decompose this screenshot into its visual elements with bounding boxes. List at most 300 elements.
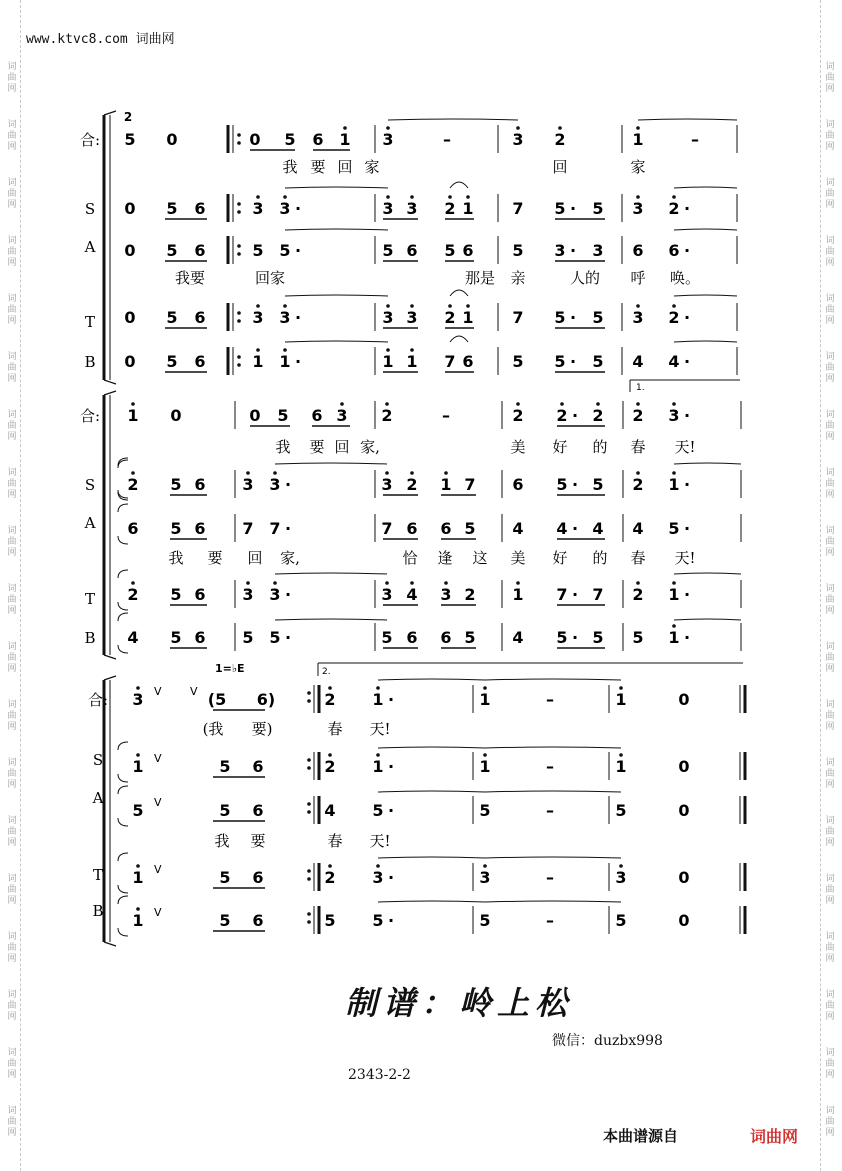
note: 3 <box>269 585 281 604</box>
repeat-dot <box>237 355 241 359</box>
note: 1 <box>512 585 524 604</box>
repeat-dot <box>307 912 311 916</box>
octave-dot <box>283 304 287 308</box>
watermark-glyphs: 词 曲 网 <box>7 990 17 1022</box>
note: 6 <box>252 757 264 776</box>
note: 3 <box>132 690 144 709</box>
note: 3 <box>382 308 394 327</box>
pickup-number: 2 <box>123 110 133 124</box>
tie <box>674 295 737 296</box>
note: 2 <box>324 757 336 776</box>
note: 2 <box>127 585 139 604</box>
augmentation-dot: · <box>284 475 292 494</box>
tie <box>275 619 387 620</box>
augmentation-dot: · <box>387 690 395 709</box>
note: 2 <box>556 406 568 425</box>
note: 5 <box>219 868 231 887</box>
tie <box>285 295 388 296</box>
watermark-glyphs: 词 曲 网 <box>825 700 835 732</box>
note: – <box>546 868 554 887</box>
lyric: 美 <box>510 438 526 456</box>
note: 5 <box>219 801 231 820</box>
note: 2 <box>324 868 336 887</box>
lyric: 逢 <box>437 549 453 567</box>
note: 0 <box>166 130 178 149</box>
note: 6 <box>194 628 206 647</box>
note: 5 <box>252 241 264 260</box>
system-bracket <box>104 942 116 946</box>
octave-dot <box>385 581 389 585</box>
note: 5 <box>382 241 394 260</box>
repeat-dot <box>237 141 241 145</box>
note: 1 <box>132 757 144 776</box>
lyric: 家 <box>364 158 380 176</box>
note: 5 <box>556 628 568 647</box>
repeat-dot <box>307 869 311 873</box>
voice-label-s: S <box>92 751 104 769</box>
tie <box>378 747 485 748</box>
voice-label-all: 合: <box>79 131 101 149</box>
note: 6 <box>406 519 418 538</box>
note: 6 <box>462 241 474 260</box>
augmentation-dot: · <box>683 519 691 538</box>
tie <box>674 229 737 230</box>
tie <box>378 901 485 902</box>
tie <box>285 187 388 188</box>
repeat-dot <box>307 766 311 770</box>
note: 5 <box>592 475 604 494</box>
note: 3 <box>382 199 394 218</box>
tie <box>378 857 485 858</box>
note: 6 <box>252 801 264 820</box>
augmentation-dot: · <box>571 406 579 425</box>
note: 3 <box>479 868 491 887</box>
lyric: 亲 <box>510 269 526 287</box>
lyric: (我 <box>202 720 224 738</box>
note: 6 <box>512 475 524 494</box>
voice-brace <box>118 896 128 936</box>
watermark-glyphs: 词 曲 网 <box>825 816 835 848</box>
note: 3 <box>554 241 566 260</box>
note: 5 <box>170 519 182 538</box>
octave-dot <box>386 304 390 308</box>
octave-dot <box>283 348 287 352</box>
augmentation-dot: · <box>569 352 577 371</box>
source-brand[interactable]: 词曲网 <box>750 1127 799 1146</box>
note: 4 <box>556 519 568 538</box>
note: 5 <box>166 352 178 371</box>
octave-dot <box>483 864 487 868</box>
note: 1 <box>132 868 144 887</box>
lyric: 唤。 <box>669 269 701 287</box>
note: 1 <box>252 352 264 371</box>
voice-brace <box>118 742 128 782</box>
octave-dot <box>410 348 414 352</box>
repeat-dot <box>237 210 241 214</box>
breath-mark: V <box>154 796 162 809</box>
note: 3 <box>381 475 393 494</box>
key-change: 1=♭E <box>215 662 245 675</box>
note: 2 <box>444 308 456 327</box>
note: 3 <box>406 308 418 327</box>
note: 5 <box>324 911 336 930</box>
lyric: 家 <box>630 158 646 176</box>
note: 1 <box>632 130 644 149</box>
augmentation-dot: · <box>284 585 292 604</box>
lyric: 要 <box>207 549 223 567</box>
note: 3 <box>252 308 264 327</box>
note: 2 <box>668 308 680 327</box>
repeat-dot <box>237 363 241 367</box>
watermark-glyphs: 词 曲 网 <box>825 932 835 964</box>
octave-dot <box>273 581 277 585</box>
tie <box>485 791 621 792</box>
note: 6 <box>440 519 452 538</box>
note: 3 <box>372 868 384 887</box>
note: 6 <box>194 585 206 604</box>
note: 5 <box>632 628 644 647</box>
note: – <box>546 690 554 709</box>
octave-dot <box>328 686 332 690</box>
note: 0 <box>124 199 136 218</box>
octave-dot <box>283 195 287 199</box>
note: 6 <box>194 199 206 218</box>
augmentation-dot: · <box>683 308 691 327</box>
note: 6 <box>194 352 206 371</box>
augmentation-dot: · <box>571 628 579 647</box>
note: 1 <box>382 352 394 371</box>
note: 1 <box>668 585 680 604</box>
note: 4 <box>632 519 644 538</box>
lyric: 回 <box>552 158 568 176</box>
note: 6 <box>440 628 452 647</box>
octave-dot <box>444 471 448 475</box>
note: 3 <box>381 585 393 604</box>
lyric: 家, <box>360 438 380 456</box>
repeat-dot <box>307 920 311 924</box>
site-header: www.ktvc8.com 词曲网 <box>26 32 175 47</box>
octave-dot <box>256 195 260 199</box>
note: 3 <box>615 868 627 887</box>
note: 2 <box>632 475 644 494</box>
note: 3 <box>406 199 418 218</box>
note: 3 <box>279 199 291 218</box>
note: 7 <box>269 519 281 538</box>
note: 6 <box>252 868 264 887</box>
note: 7 <box>444 352 456 371</box>
lyric: 天! <box>369 832 391 850</box>
note: 2 <box>632 406 644 425</box>
lyric: 天! <box>674 438 696 456</box>
tie <box>638 119 737 120</box>
watermark-glyphs: 词 曲 网 <box>825 584 835 616</box>
note: 2 <box>668 199 680 218</box>
voice-label-a: A <box>84 238 96 256</box>
note: 3 <box>632 199 644 218</box>
note: – <box>691 130 699 149</box>
voice-brace <box>118 786 128 826</box>
lyric: 我 <box>282 158 298 176</box>
note: 4 <box>406 585 418 604</box>
watermark-glyphs: 词 曲 网 <box>7 62 17 94</box>
arranger-credit: 制谱：岭上松 <box>345 984 574 1022</box>
system-bracket <box>104 380 116 384</box>
watermark-glyphs: 词 曲 网 <box>825 62 835 94</box>
note: 6 <box>406 241 418 260</box>
note: 1 <box>132 911 144 930</box>
octave-dot <box>516 402 520 406</box>
octave-dot <box>636 581 640 585</box>
octave-dot <box>340 402 344 406</box>
note: 6 <box>194 475 206 494</box>
note: 1 <box>462 308 474 327</box>
octave-dot <box>483 753 487 757</box>
octave-dot <box>672 402 676 406</box>
note: 5 <box>170 475 182 494</box>
lyric: 要 <box>250 832 266 850</box>
lyric: 家, <box>280 549 300 567</box>
octave-dot <box>343 126 347 130</box>
octave-dot <box>386 195 390 199</box>
octave-dot <box>558 126 562 130</box>
note: 3 <box>269 475 281 494</box>
note: 5 <box>124 130 136 149</box>
octave-dot <box>636 402 640 406</box>
note: – <box>546 911 554 930</box>
note: 5 <box>592 199 604 218</box>
note: – <box>546 801 554 820</box>
note: 2 <box>632 585 644 604</box>
lyric: 我 <box>168 549 184 567</box>
lyric: 天! <box>674 549 696 567</box>
lyric: 我 <box>275 438 291 456</box>
watermark-glyphs: 词 曲 网 <box>7 932 17 964</box>
repeat-dot <box>307 877 311 881</box>
note: 2 <box>512 406 524 425</box>
augmentation-dot: · <box>683 628 691 647</box>
octave-dot <box>448 304 452 308</box>
note: 3 <box>668 406 680 425</box>
lyric: 美 <box>510 549 526 567</box>
tie <box>450 290 468 296</box>
repeat-dot <box>237 319 241 323</box>
octave-dot <box>386 126 390 130</box>
tie <box>275 463 387 464</box>
repeat-dot <box>237 202 241 206</box>
lyric: 回家 <box>254 269 286 287</box>
watermark-glyphs: 词 曲 网 <box>825 526 835 558</box>
repeat-dot <box>307 758 311 762</box>
note: 1 <box>462 199 474 218</box>
watermark-glyphs: 词 曲 网 <box>825 120 835 152</box>
note: 1 <box>668 628 680 647</box>
note: 1 <box>615 690 627 709</box>
note: 5 <box>464 519 476 538</box>
octave-dot <box>136 907 140 911</box>
breath-mark: V <box>154 863 162 876</box>
note: 5 <box>219 757 231 776</box>
watermark-glyphs: 词 曲 网 <box>825 410 835 442</box>
augmentation-dot: · <box>683 475 691 494</box>
lyric: 人的 <box>569 269 601 287</box>
note: 7 <box>464 475 476 494</box>
note: 1 <box>615 757 627 776</box>
augmentation-dot: · <box>569 308 577 327</box>
octave-dot <box>256 304 260 308</box>
note: 6) <box>256 690 276 709</box>
octave-dot <box>619 753 623 757</box>
watermark-glyphs: 词 曲 网 <box>825 642 835 674</box>
note: 6 <box>127 519 139 538</box>
note: 1 <box>372 757 384 776</box>
note: 6 <box>311 406 323 425</box>
note: 0 <box>678 868 690 887</box>
note: 6 <box>194 519 206 538</box>
lyric: 好 <box>552 549 568 567</box>
system-bracket <box>104 111 116 115</box>
note: 4 <box>512 519 524 538</box>
lyric: 回 <box>337 158 353 176</box>
lyric: 那是 <box>464 269 496 287</box>
augmentation-dot: · <box>387 757 395 776</box>
repeat-dot <box>237 133 241 137</box>
tie <box>275 573 387 574</box>
source-label: 本曲谱源自 <box>603 1127 679 1145</box>
octave-dot <box>385 402 389 406</box>
voice-label-all: 合: <box>87 691 109 709</box>
voice-label-s: S <box>84 200 96 218</box>
note: 3 <box>242 585 254 604</box>
octave-dot <box>246 471 250 475</box>
octave-dot <box>386 348 390 352</box>
watermark-glyphs: 词 曲 网 <box>825 874 835 906</box>
note: 5 <box>277 406 289 425</box>
note: 5 <box>170 585 182 604</box>
watermark-glyphs: 词 曲 网 <box>7 294 17 326</box>
note: 5 <box>372 911 384 930</box>
repeat-dot <box>237 311 241 315</box>
note: – <box>546 757 554 776</box>
lyric: 我 <box>214 832 230 850</box>
note: 0 <box>249 406 261 425</box>
lyric: 好 <box>552 438 568 456</box>
octave-dot <box>636 195 640 199</box>
voice-brace <box>118 853 128 893</box>
lyric: 呼 <box>630 269 646 287</box>
note: 5 <box>554 199 566 218</box>
octave-dot <box>131 471 135 475</box>
voice-label-b: B <box>84 353 96 371</box>
augmentation-dot: · <box>387 801 395 820</box>
lyric: 要) <box>251 720 273 738</box>
tie <box>674 619 741 620</box>
augmentation-dot: · <box>571 519 579 538</box>
watermark-glyphs: 词 曲 网 <box>825 758 835 790</box>
note: 6 <box>194 241 206 260</box>
lyric: 春 <box>630 438 646 456</box>
tie <box>285 229 388 230</box>
note: 5 <box>464 628 476 647</box>
octave-dot <box>136 753 140 757</box>
note: 6 <box>194 308 206 327</box>
repeat-dot <box>307 802 311 806</box>
note: 7 <box>381 519 393 538</box>
breath-mark: V <box>154 685 162 698</box>
note: 3 <box>632 308 644 327</box>
lyric: 的 <box>592 549 608 567</box>
note: 5 <box>242 628 254 647</box>
lyric: 回 <box>334 438 350 456</box>
note: 3 <box>279 308 291 327</box>
lyric: 要 <box>310 158 326 176</box>
watermark-glyphs: 词 曲 网 <box>7 584 17 616</box>
octave-dot <box>328 753 332 757</box>
augmentation-dot: · <box>294 352 302 371</box>
note: 5 <box>381 628 393 647</box>
voice-label-t: T <box>92 866 104 884</box>
octave-dot <box>619 686 623 690</box>
watermark-glyphs: 词 曲 网 <box>7 178 17 210</box>
octave-dot <box>619 864 623 868</box>
watermark-glyphs: 词 曲 网 <box>7 816 17 848</box>
watermark-glyphs: 词 曲 网 <box>825 236 835 268</box>
note: 4 <box>512 628 524 647</box>
note: 5 <box>269 628 281 647</box>
repeat-dot <box>307 699 311 703</box>
octave-dot <box>672 471 676 475</box>
note: 6 <box>406 628 418 647</box>
octave-dot <box>516 126 520 130</box>
lyric: 春 <box>327 832 343 850</box>
note: 3 <box>252 199 264 218</box>
note: 1 <box>440 475 452 494</box>
note: 2 <box>464 585 476 604</box>
watermark-glyphs: 词 曲 网 <box>7 352 17 384</box>
note: 5 <box>444 241 456 260</box>
note: 5 <box>372 801 384 820</box>
lyric: 天! <box>369 720 391 738</box>
octave-dot <box>131 581 135 585</box>
note: 7 <box>512 308 524 327</box>
watermark-glyphs: 词 曲 网 <box>7 642 17 674</box>
note: 4 <box>127 628 139 647</box>
octave-dot <box>256 348 260 352</box>
voice-label-t: T <box>84 590 96 608</box>
watermark-glyphs: 词 曲 网 <box>825 1106 835 1138</box>
watermark-glyphs: 词 曲 网 <box>7 236 17 268</box>
note: 5 <box>668 519 680 538</box>
note: 6 <box>632 241 644 260</box>
note: 1 <box>339 130 351 149</box>
octave-dot <box>636 471 640 475</box>
note: 5 <box>592 308 604 327</box>
note: 5 <box>512 352 524 371</box>
volta-label: 2. <box>322 667 331 677</box>
octave-dot <box>131 402 135 406</box>
octave-dot <box>636 126 640 130</box>
octave-dot <box>410 471 414 475</box>
note: (5 <box>207 690 227 709</box>
note: 2 <box>324 690 336 709</box>
octave-dot <box>636 304 640 308</box>
voice-label-b: B <box>84 629 96 647</box>
augmentation-dot: · <box>284 519 292 538</box>
octave-dot <box>466 304 470 308</box>
note: 5 <box>554 308 566 327</box>
tie <box>485 857 621 858</box>
octave-dot <box>448 195 452 199</box>
note: 2 <box>381 406 393 425</box>
